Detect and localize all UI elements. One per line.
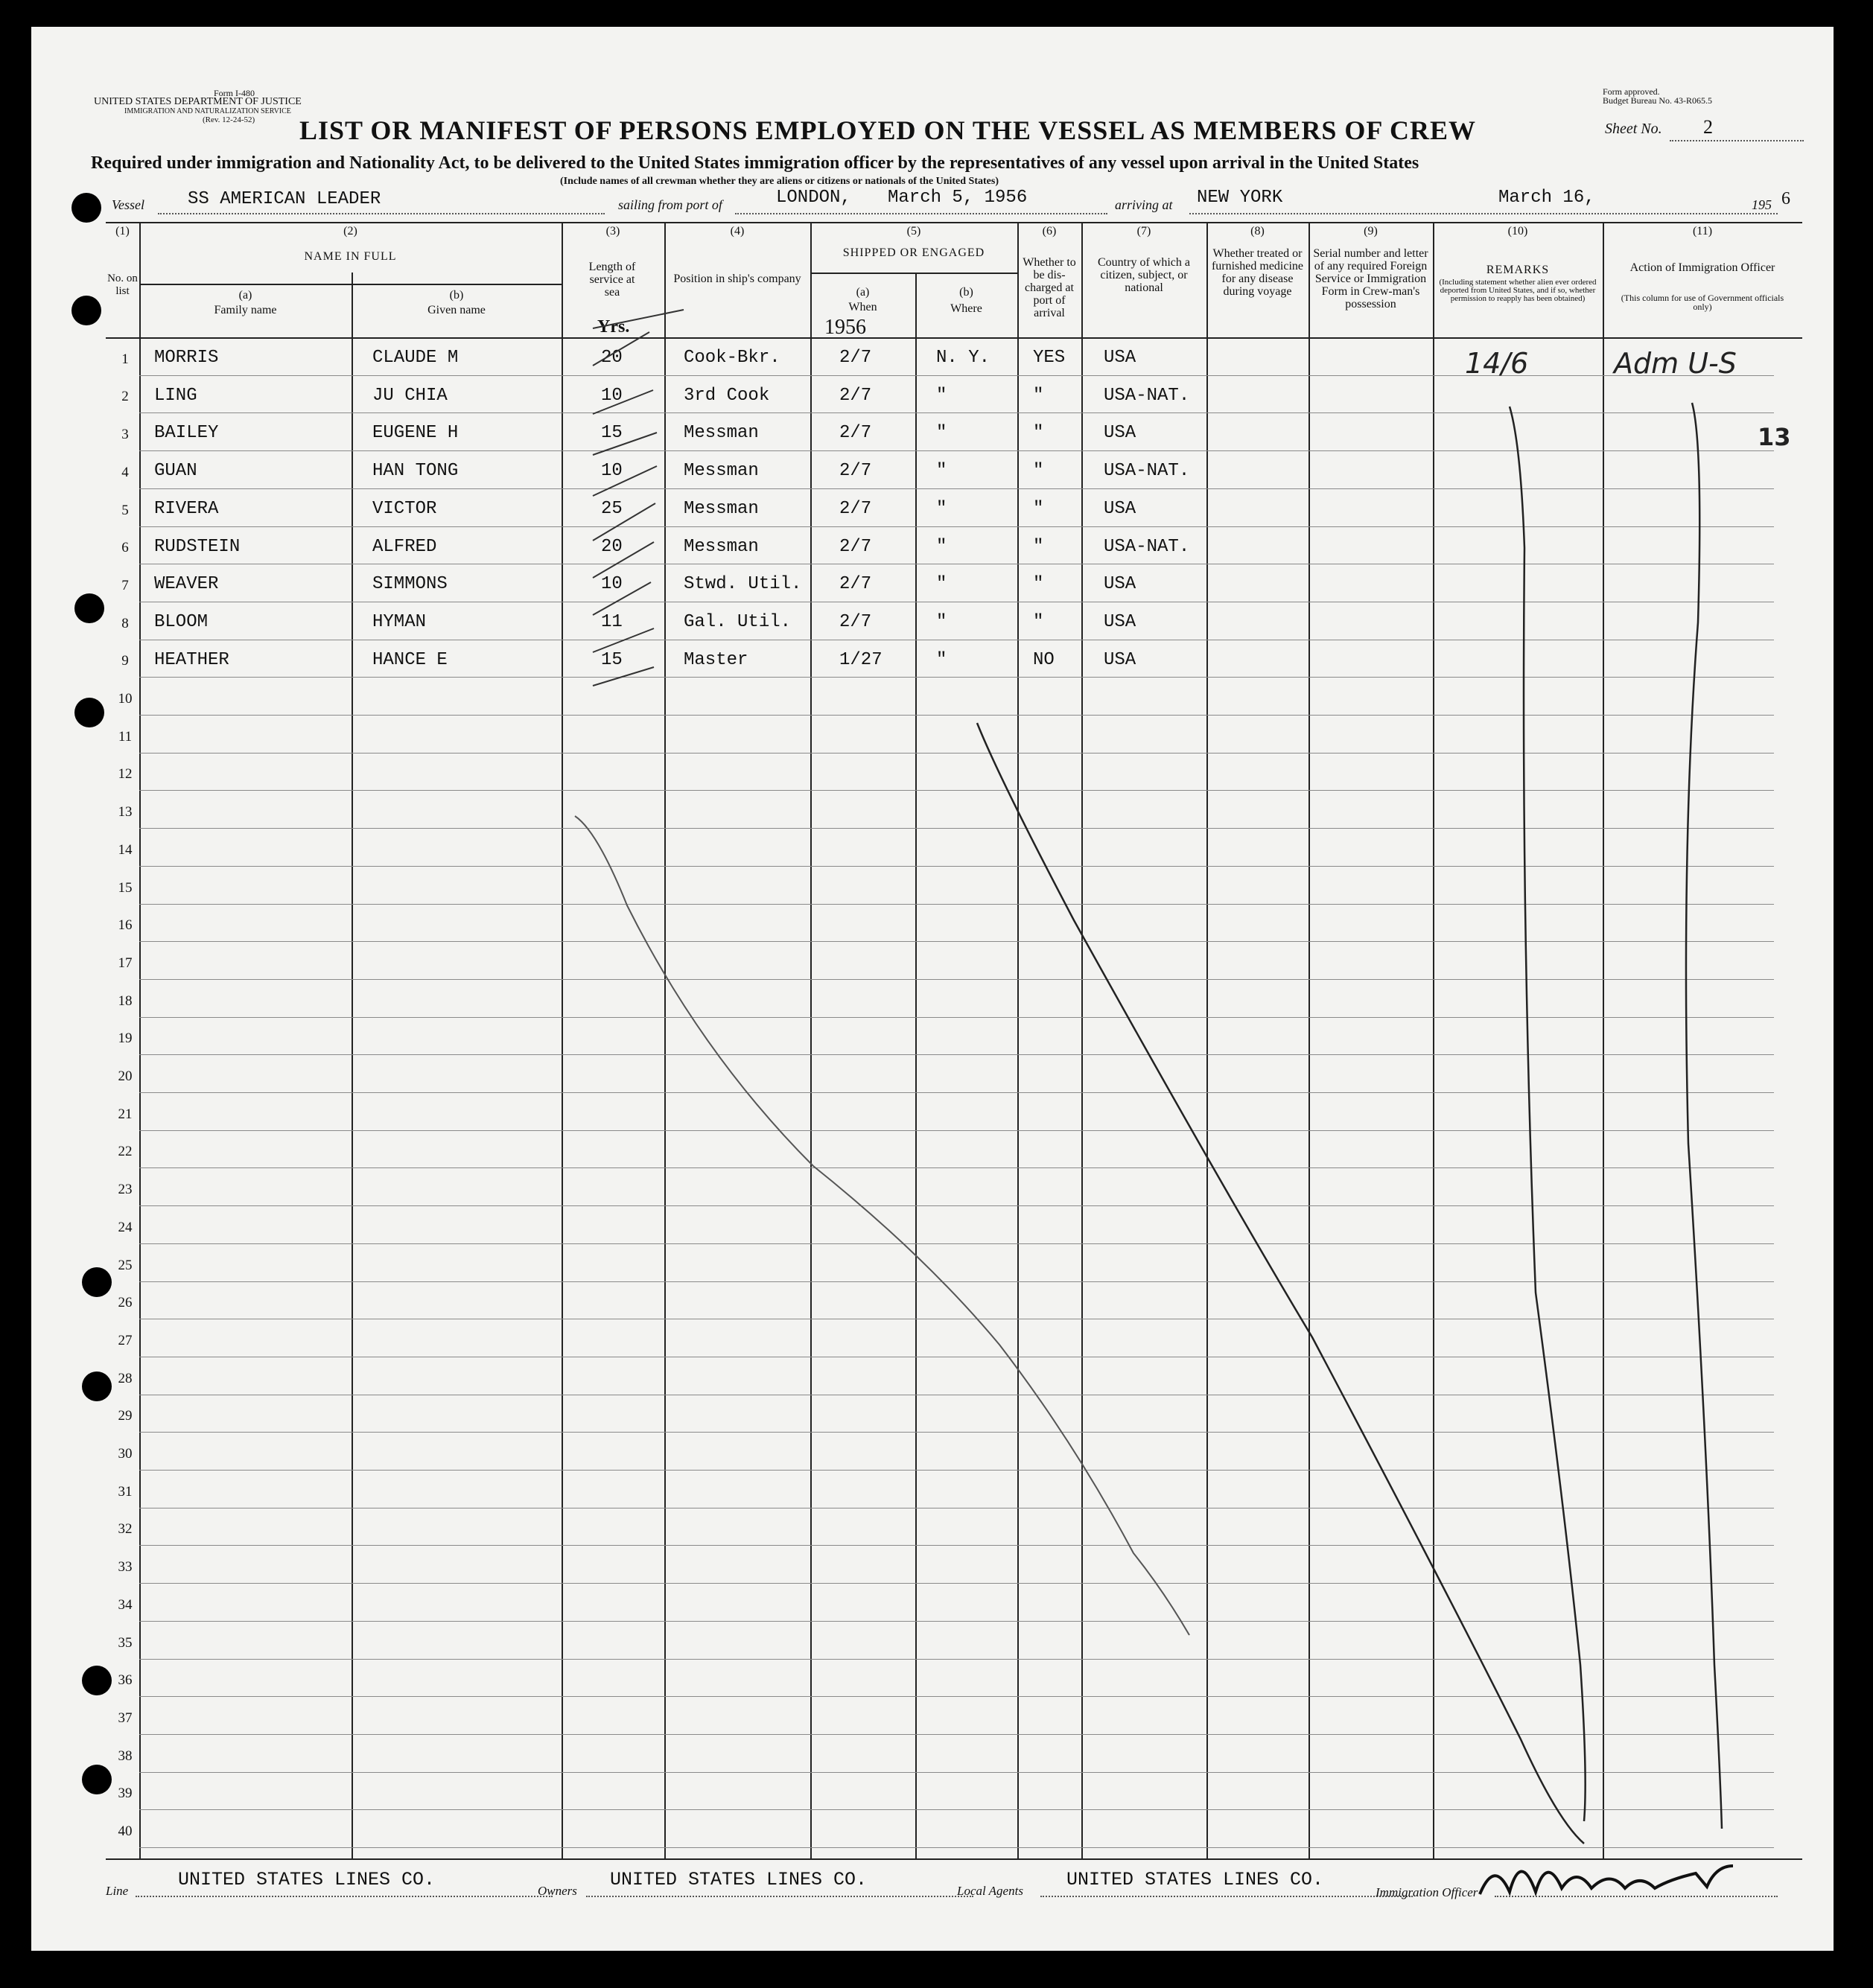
crew-country: USA (1104, 649, 1136, 670)
crew-position: Gal. Util. (684, 611, 792, 632)
row-number: 4 (121, 464, 129, 480)
owners-name: UNITED STATES LINES CO. (610, 1869, 868, 1890)
crew-position: Master (684, 649, 748, 670)
row-number: 31 (118, 1483, 133, 1500)
remarks-handwriting: 14/6 (1465, 347, 1529, 380)
row-number: 8 (121, 615, 129, 631)
agents-name: UNITED STATES LINES CO. (1066, 1869, 1324, 1890)
crew-shipped-where: " (936, 611, 947, 632)
crew-position: Cook-Bkr. (684, 348, 780, 368)
row-number: 9 (121, 653, 129, 669)
years-unit: Yrs. (597, 317, 630, 337)
crew-discharged: " (1033, 461, 1044, 482)
crew-position: Stwd. Util. (684, 574, 802, 595)
crew-years-at-sea: 11 (601, 611, 623, 632)
col-header-where: Where (950, 302, 982, 315)
row-number: 16 (118, 917, 133, 934)
col-number: (5) (906, 225, 921, 238)
crew-position: Messman (684, 423, 759, 444)
line-name: UNITED STATES LINES CO. (178, 1869, 436, 1890)
agents-underline (1040, 1896, 1413, 1897)
crew-shipped-when: 1/27 (839, 649, 883, 670)
crew-country: USA-NAT. (1104, 385, 1190, 406)
col-header-family: Family name (214, 304, 277, 316)
row-number: 35 (118, 1634, 133, 1651)
crew-given-name: CLAUDE M (372, 348, 459, 368)
crew-shipped-where: " (936, 385, 947, 406)
row-number: 1 (121, 351, 129, 367)
form-subtitle: Required under immigration and Nationality Act, to be delivered to the United States immigration officer by the representatives of any vessel upon arrival in the United States (91, 153, 1419, 173)
col-header-remarks: REMARKS (1486, 264, 1550, 276)
crew-country: USA (1104, 498, 1136, 519)
shipped-year: 1956 (824, 316, 866, 339)
punch-hole (82, 1666, 112, 1695)
crew-shipped-where: N. Y. (936, 348, 990, 368)
col-note-action: (This column for use of Government officials only) (1621, 293, 1784, 312)
crew-discharged: " (1033, 536, 1044, 557)
col-number: (11) (1692, 225, 1713, 238)
year-suffix: 6 (1781, 189, 1790, 208)
revision: (Rev. 12-24-52) (203, 115, 255, 124)
row-number: 22 (118, 1144, 133, 1160)
crew-years-at-sea: 10 (601, 574, 623, 595)
row-number: 21 (118, 1106, 133, 1122)
year-prefix: 195 (1752, 197, 1772, 212)
crew-family-name: RIVERA (154, 498, 219, 519)
row-number: 2 (121, 389, 129, 405)
row-number: 11 (118, 728, 133, 745)
agents-label: Local Agents (957, 1884, 1023, 1898)
sailing-label: sailing from port of (618, 197, 722, 212)
crew-shipped-where: " (936, 574, 947, 595)
crew-shipped-when: 2/7 (839, 461, 872, 482)
row-number: 7 (121, 577, 129, 593)
departure-port: LONDON, (776, 188, 851, 208)
col-number: (4) (730, 225, 745, 238)
row-number: 23 (118, 1182, 133, 1198)
row-number: 30 (118, 1446, 133, 1462)
row-number: 38 (118, 1748, 133, 1764)
col-number: (7) (1136, 225, 1151, 238)
count-handwriting: 13 (1758, 423, 1791, 451)
sheet-label: Sheet No. (1605, 121, 1662, 137)
crew-family-name: BAILEY (154, 423, 219, 444)
col-header-shipped: SHIPPED OR ENGAGED (842, 246, 985, 259)
crew-shipped-when: 2/7 (839, 348, 872, 368)
row-number: 19 (118, 1030, 133, 1047)
crew-position: Messman (684, 461, 759, 482)
crew-given-name: VICTOR (372, 498, 437, 519)
punch-hole (82, 1267, 112, 1297)
col-header-no: No. on list (107, 273, 138, 297)
row-number: 12 (118, 766, 133, 783)
crew-years-at-sea: 20 (601, 536, 623, 557)
officer-underline (1495, 1896, 1778, 1897)
col-number: (b) (449, 289, 464, 302)
col-header-name: NAME IN FULL (304, 250, 397, 263)
row-number: 13 (118, 804, 133, 821)
col-note-remarks: (Including statement whether alien ever ordered deported from United States, and if so, whether permission to reapply has been obtained) (1439, 278, 1597, 303)
crew-years-at-sea: 15 (601, 649, 623, 670)
form-number: Form I-480 (214, 88, 255, 98)
crew-family-name: WEAVER (154, 574, 219, 595)
crew-country: USA (1104, 611, 1136, 632)
crew-years-at-sea: 25 (601, 498, 623, 519)
col-number: (8) (1250, 225, 1265, 238)
crew-position: Messman (684, 498, 759, 519)
crew-family-name: HEATHER (154, 649, 229, 670)
arriving-label: arriving at (1115, 197, 1173, 212)
crew-years-at-sea: 20 (601, 348, 623, 368)
col-header-discharged: Whether to be dis-charged at port of arrival (1023, 256, 1076, 319)
col-number: (3) (605, 225, 620, 238)
crew-family-name: MORRIS (154, 348, 219, 368)
vessel-label: Vessel (112, 197, 144, 212)
crew-family-name: RUDSTEIN (154, 536, 241, 557)
crew-discharged: YES (1033, 348, 1066, 368)
row-number: 33 (118, 1559, 133, 1576)
crew-given-name: HYMAN (372, 611, 427, 632)
form-note: (Include names of all crewman whether they are aliens or citizens or nationals of the United States) (560, 176, 999, 187)
crew-family-name: BLOOM (154, 611, 209, 632)
vessel-name: SS AMERICAN LEADER (188, 189, 381, 209)
punch-hole (71, 193, 101, 223)
col-header-country: Country of which a citizen, subject, or national (1098, 256, 1190, 294)
crew-position: Messman (684, 536, 759, 557)
crew-family-name: GUAN (154, 461, 197, 482)
departure-date: March 5, 1956 (888, 188, 1028, 208)
row-number: 25 (118, 1257, 133, 1273)
crew-country: USA (1104, 423, 1136, 444)
col-number: (1) (115, 225, 130, 238)
row-number: 26 (118, 1295, 133, 1311)
department: UNITED STATES DEPARTMENT OF JUSTICE (94, 96, 302, 107)
col-header-action: Action of Immigration Officer (1629, 261, 1775, 274)
col-header-position: Position in ship's company (673, 273, 801, 285)
crew-discharged: " (1033, 611, 1044, 632)
crew-given-name: SIMMONS (372, 574, 448, 595)
crew-years-at-sea: 10 (601, 461, 623, 482)
line-underline (136, 1896, 553, 1897)
crew-given-name: HANCE E (372, 649, 448, 670)
crew-discharged: " (1033, 574, 1044, 595)
row-number: 17 (118, 955, 133, 971)
form-title: LIST OR MANIFEST OF PERSONS EMPLOYED ON THE VESSEL AS MEMBERS OF CREW (299, 115, 1476, 145)
crew-shipped-when: 2/7 (839, 536, 872, 557)
crew-discharged: " (1033, 498, 1044, 519)
col-header-medicine: Whether treated or furnished medicine for any disease during voyage (1211, 247, 1304, 298)
arrival-port: NEW YORK (1197, 188, 1283, 208)
crew-shipped-when: 2/7 (839, 574, 872, 595)
crew-shipped-when: 2/7 (839, 385, 872, 406)
crew-given-name: JU CHIA (372, 385, 448, 406)
service-name: IMMIGRATION AND NATURALIZATION SERVICE (124, 107, 291, 115)
action-handwriting: Adm U-S (1614, 347, 1737, 380)
crew-country: USA (1104, 348, 1136, 368)
row-number: 28 (118, 1370, 133, 1386)
row-number: 24 (118, 1219, 133, 1235)
crew-position: 3rd Cook (684, 385, 770, 406)
crew-years-at-sea: 10 (601, 385, 623, 406)
row-number: 20 (118, 1068, 133, 1084)
crew-shipped-where: " (936, 649, 947, 670)
col-header-when: When (848, 301, 877, 313)
row-number: 36 (118, 1672, 133, 1689)
col-number: (10) (1507, 225, 1528, 238)
owners-underline (586, 1896, 973, 1897)
crew-discharged: NO (1033, 649, 1055, 670)
form-approved: Form approved. (1603, 86, 1660, 97)
crew-shipped-where: " (936, 498, 947, 519)
col-number: (b) (959, 286, 973, 299)
crew-given-name: HAN TONG (372, 461, 459, 482)
col-number: (6) (1042, 225, 1057, 238)
col-header-given: Given name (427, 304, 486, 316)
row-number: 27 (118, 1332, 133, 1348)
crew-given-name: EUGENE H (372, 423, 459, 444)
row-number: 5 (121, 502, 129, 518)
owners-label: Owners (538, 1884, 577, 1898)
line-label: Line (106, 1884, 129, 1898)
row-number: 34 (118, 1596, 133, 1613)
punch-hole (82, 1765, 112, 1794)
crew-discharged: " (1033, 385, 1044, 406)
row-number: 29 (118, 1408, 133, 1424)
crew-shipped-when: 2/7 (839, 498, 872, 519)
row-number: 40 (118, 1823, 133, 1839)
row-number: 6 (121, 540, 129, 556)
crew-country: USA (1104, 574, 1136, 595)
col-number: (9) (1364, 225, 1378, 238)
crew-shipped-where: " (936, 461, 947, 482)
crew-country: USA-NAT. (1104, 461, 1190, 482)
row-number: 10 (118, 691, 133, 707)
budget-bureau: Budget Bureau No. 43-R065.5 (1603, 95, 1712, 106)
punch-hole (74, 593, 104, 623)
manifest-sheet (31, 27, 1834, 1951)
sheet-number: 2 (1703, 116, 1713, 138)
punch-hole (74, 698, 104, 727)
col-header-serial: Serial number and letter of any required Foreign Service or Immigration Form in Crew-man's possession (1313, 247, 1428, 310)
row-number: 37 (118, 1710, 133, 1726)
col-number: (a) (856, 286, 870, 299)
officer-label: Immigration Officer (1376, 1885, 1478, 1899)
punch-hole (71, 296, 101, 325)
row-number: 15 (118, 879, 133, 896)
row-number: 18 (118, 993, 133, 1009)
punch-hole (82, 1371, 112, 1401)
row-number: 39 (118, 1785, 133, 1802)
col-number: (a) (238, 289, 252, 302)
crew-shipped-where: " (936, 423, 947, 444)
pen-strokes (31, 27, 1834, 1951)
row-number: 3 (121, 427, 129, 443)
row-number: 14 (118, 841, 133, 858)
col-number: (2) (343, 225, 357, 238)
crew-shipped-when: 2/7 (839, 423, 872, 444)
arrival-date: March 16, (1498, 188, 1595, 208)
crew-shipped-when: 2/7 (839, 611, 872, 632)
crew-years-at-sea: 15 (601, 423, 623, 444)
crew-family-name: LING (154, 385, 197, 406)
crew-shipped-where: " (936, 536, 947, 557)
crew-country: USA-NAT. (1104, 536, 1190, 557)
crew-discharged: " (1033, 423, 1044, 444)
col-header-length: Length of service at sea (588, 261, 636, 299)
row-number: 32 (118, 1521, 133, 1538)
crew-given-name: ALFRED (372, 536, 437, 557)
